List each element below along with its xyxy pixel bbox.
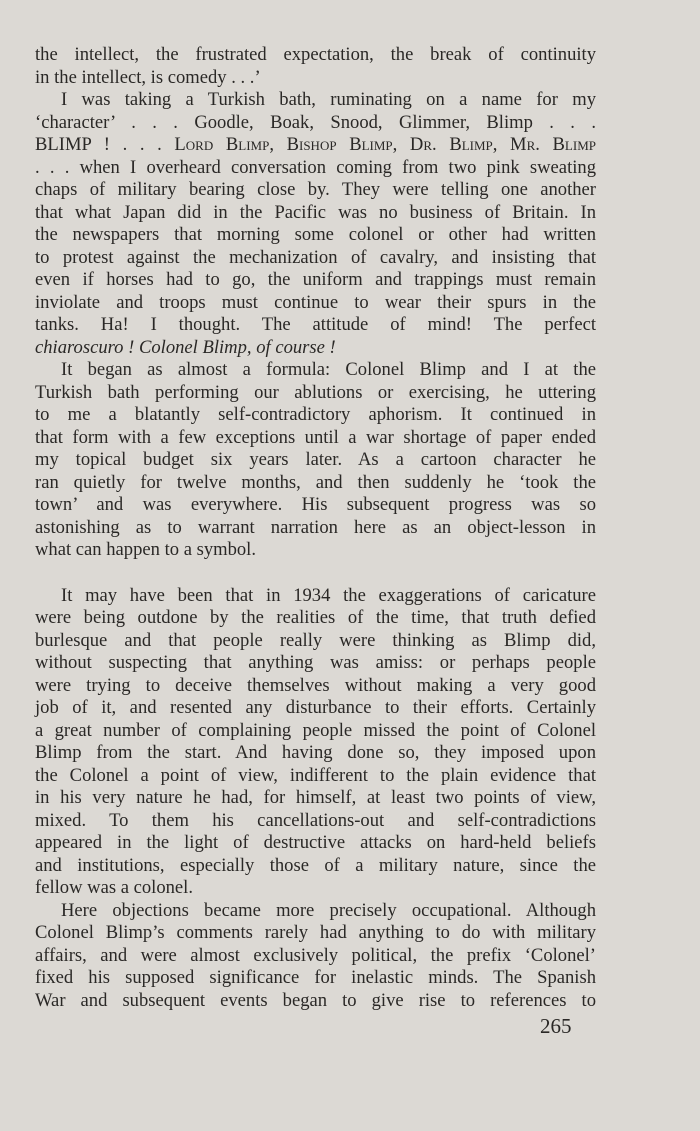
paragraph-3 [35, 359, 596, 562]
text-line: were trying to deceive themselves without making a very good [35, 674, 596, 696]
text-line: in the intellect, is comedy . . .’ [35, 66, 261, 88]
text-line: Colonel Blimp’s comments rarely had anything to do with military [35, 922, 596, 943]
text-line: War and subsequent events began to give rise to references to [35, 989, 596, 1011]
text-line: what can happen to a symbol. [35, 539, 257, 560]
text-line: were being outdone by the realities of the time, that truth defied [35, 607, 596, 628]
text-line: in his very nature he had, for himself, at least two points of view, [35, 787, 596, 808]
text-line: It began as almost a formula: Colonel Blimp and I at the [61, 359, 596, 380]
text-line: ran quietly for twelve months, and then suddenly he ‘took the [35, 471, 596, 493]
text-line: Here objections became more precisely occupational. Although [61, 899, 596, 921]
section-break [35, 562, 596, 585]
paragraph-5 [35, 900, 596, 1013]
text-line: Blimp from the start. And having done so, they imposed upon [35, 742, 596, 763]
text-line: fixed his supposed significance for inelastic minds. The Spanish [35, 967, 596, 988]
text-line: inviolate and troops must continue to wear their spurs in the [35, 291, 596, 313]
text-line: town’ and was everywhere. His subsequent progress was so [35, 494, 596, 515]
paragraph-1 [35, 44, 596, 89]
paragraph-4 [35, 585, 596, 900]
text-line: astonishing as to warrant narration here as an object-lesson in [35, 516, 596, 538]
text-line: a great number of complaining people missed the point of Colonel [35, 719, 596, 741]
text-line: chiaroscuro ! Colonel Blimp, of course ! [35, 336, 336, 358]
page-text [35, 44, 596, 1012]
text-line: chaps of military bearing close by. They were telling one another [35, 179, 596, 200]
text-line: fellow was a colonel. [35, 877, 193, 898]
text-line: Turkish bath performing our ablutions or exercising, he uttering [35, 381, 596, 403]
text-line: and institutions, especially those of a military nature, since the [35, 854, 596, 876]
text-line: mixed. To them his cancellations-out and self-contradictions [35, 809, 596, 831]
text-line: without suspecting that anything was amiss: or perhaps people [35, 652, 596, 673]
text-line: to protest against the mechanization of cavalry, and insisting that [35, 246, 596, 268]
text-line: tanks. Ha! I thought. The attitude of mind! The perfect [35, 314, 596, 335]
text-line: the Colonel a point of view, indifferent to the plain evidence that [35, 764, 596, 786]
text-line: to me a blatantly self-contradictory aphorism. It continued in [35, 404, 596, 425]
text-line: even if horses had to go, the uniform and trappings must remain [35, 269, 596, 290]
text-line: that form with a few exceptions until a war shortage of paper ended [35, 426, 596, 448]
text-line: the intellect, the frustrated expectation, the break of continuity [35, 44, 596, 65]
text-line: ‘character’ . . . Goodle, Boak, Snood, Glimmer, Blimp . . . [35, 111, 596, 133]
text-line: job of it, and resented any disturbance to their efforts. Certainly [35, 697, 596, 718]
text-line: my topical budget six years later. As a cartoon character he [35, 449, 596, 470]
text-line: It may have been that in 1934 the exaggerations of caricature [61, 584, 596, 606]
text-line: burlesque and that people really were thinking as Blimp did, [35, 629, 596, 651]
page-number: 265 [540, 1014, 572, 1038]
text-line: I was taking a Turkish bath, ruminating on a name for my [61, 89, 596, 110]
text-line: the newspapers that morning some colonel or other had written [35, 224, 596, 245]
text-line: BLIMP ! . . . Lord Blimp, Bishop Blimp, Dr. Blimp, Mr. Blimp [35, 134, 596, 155]
paragraph-2 [35, 89, 596, 359]
text-line: that what Japan did in the Pacific was no business of Britain. In [35, 201, 596, 223]
text-line: . . . when I overheard conversation coming from two pink sweating [35, 156, 596, 178]
text-line: affairs, and were almost exclusively political, the prefix ‘Colonel’ [35, 944, 596, 966]
text-line: appeared in the light of destructive attacks on hard-held beliefs [35, 832, 596, 853]
